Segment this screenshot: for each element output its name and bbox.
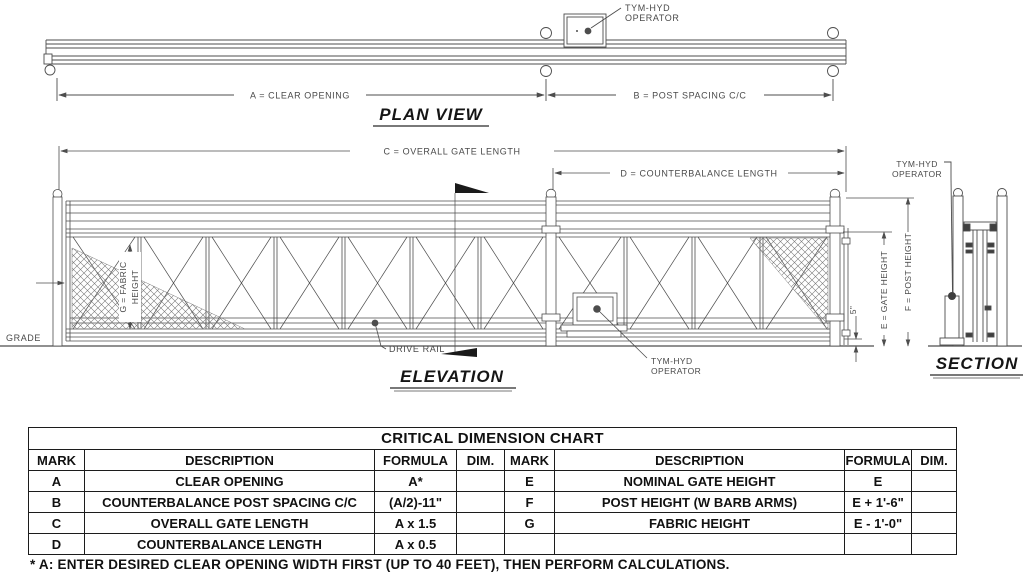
table-header-row [29,450,957,471]
description-cell: OVERALL GATE LENGTH [85,513,375,534]
dim-cell [457,492,505,513]
table-title-row [29,428,957,450]
description-cell: NOMINAL GATE HEIGHT [555,471,845,492]
dim-g-label-line2: HEIGHT [130,269,140,305]
fabric-mesh-right [750,238,828,330]
dim-cell [457,513,505,534]
section-title: SECTION [935,354,1019,373]
col-header: DESCRIPTION [85,450,375,471]
plan-view [44,3,846,126]
col-header: FORMULA [845,450,912,471]
description-cell: COUNTERBALANCE LENGTH [85,534,375,555]
formula-cell: A x 1.5 [375,513,457,534]
flag-icon [455,183,489,193]
description-cell: POST HEIGHT (W BARB ARMS) [555,492,845,513]
dim-a-label: A = CLEAR OPENING [250,90,350,101]
dim-5in-label: 5" [848,305,858,315]
table-row [29,492,957,513]
section-posts [953,189,1007,347]
grade-label: GRADE [6,333,42,343]
table-footnote: * A: ENTER DESIRED CLEAR OPENING WIDTH FIRST (UP TO 40 FEET), THEN PERFORM CALCULATIONS. [30,557,730,572]
section-operator-label-line1: TYM-HYD [896,159,938,169]
table-row [29,513,957,534]
col-header: DIM. [912,450,957,471]
dim-b-label: B = POST SPACING C/C [633,90,747,101]
dim-cell [912,471,957,492]
plan-operator-label-line1: TYM-HYD [625,3,671,13]
table-row [29,534,957,555]
flag-icon [441,348,477,357]
formula-cell: A* [375,471,457,492]
col-header: DIM. [457,450,505,471]
dim-d-label: D = COUNTERBALANCE LENGTH [620,168,778,179]
mark-cell: C [29,513,85,534]
mark-cell: D [29,534,85,555]
elevation-view [0,146,1022,392]
dim-c-label: C = OVERALL GATE LENGTH [383,146,521,157]
plan-rail [46,40,846,64]
elevation-title: ELEVATION [400,367,504,386]
col-header: MARK [505,450,555,471]
dim-cell [912,513,957,534]
dim-cell [457,534,505,555]
description-cell: COUNTERBALANCE POST SPACING C/C [85,492,375,513]
col-header: MARK [29,450,85,471]
dim-f-label: F = POST HEIGHT [903,232,913,312]
formula-cell: A x 0.5 [375,534,457,555]
plan-operator-label-line2: OPERATOR [625,13,680,23]
dim-g-label-line1: G = FABRIC [118,261,128,313]
mark-cell: E [505,471,555,492]
dim-e-label: E = GATE HEIGHT [879,250,889,330]
critical-dimension-chart [28,427,957,555]
table-row [29,471,957,492]
formula-cell [845,534,912,555]
formula-cell: E - 1'-0" [845,513,912,534]
dim-cell [457,471,505,492]
formula-cell: (A/2)-11" [375,492,457,513]
elevation-operator-label-line2: OPERATOR [651,366,702,376]
gate-panel-posts [138,237,763,329]
dim-cell [912,534,957,555]
description-cell: FABRIC HEIGHT [555,513,845,534]
elevation-operator-label-line1: TYM-HYD [651,356,693,366]
formula-cell: E + 1'-6" [845,492,912,513]
match-line-flags [441,183,489,357]
description-cell: CLEAR OPENING [85,471,375,492]
plan-operator-box [564,8,621,47]
mark-cell: A [29,471,85,492]
drive-rail-callout [372,320,386,349]
dim-cell [912,492,957,513]
col-header: FORMULA [375,450,457,471]
elevation-operator-box [561,293,647,358]
mark-cell: F [505,492,555,513]
section-track-assembly [963,222,997,342]
section-operator-label-line2: OPERATOR [891,169,943,179]
description-cell [555,534,845,555]
mark-cell [505,534,555,555]
col-header: DESCRIPTION [555,450,845,471]
mark-cell: B [29,492,85,513]
drive-rail-label: DRIVE RAIL [389,344,446,354]
formula-cell: E [845,471,912,492]
plan-lead-roller [44,54,55,75]
mark-cell: G [505,513,555,534]
plan-view-title: PLAN VIEW [379,105,483,124]
section-operator-leader [944,162,951,178]
table-title: CRITICAL DIMENSION CHART [29,428,957,450]
